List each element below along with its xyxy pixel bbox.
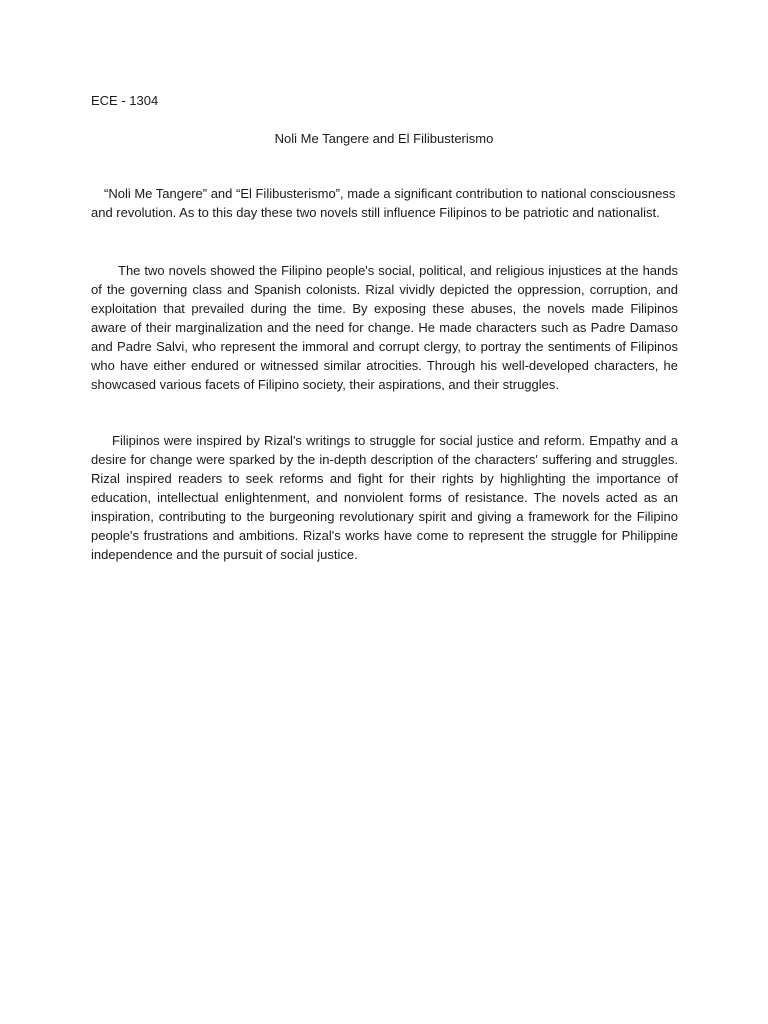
document-title: Noli Me Tangere and El Filibusterismo bbox=[274, 131, 494, 146]
course-code: ECE - 1304 bbox=[91, 93, 159, 108]
paragraph-2: The two novels showed the Filipino people's social, political, and religious injustices at the hands of the governing class and Spanish colonists. Rizal vividly depicted the oppression, corruption, and exploitation that prevailed during the time. By exposing these abuses, the novels made Filipinos aware of their marginalization and the need for change. He made characters such as Padre Damaso and Padre Salvi, who represent the immoral and corrupt clergy, to portray the sentiments of Filipinos who have either endured or witnessed similar atrocities. Through his well-developed characters, he showcased various facets of Filipino society, their aspirations, and their struggles. bbox=[91, 263, 678, 392]
paragraph-3: Filipinos were inspired by Rizal's writings to struggle for social justice and reform. Empathy and a desire for change were sparked by the in-depth description of the characters' suffering and struggles. Rizal inspired readers to seek reforms and fight for their rights by highlighting the importance of education, intellectual enlightenment, and nonviolent forms of resistance. The novels acted as an inspiration, contributing to the burgeoning revolutionary spirit and giving a framework for the Filipino people's frustrations and ambitions. Rizal's works have come to represent the struggle for Philippine independence and the pursuit of social justice. bbox=[91, 433, 678, 562]
paragraph-1: “Noli Me Tangere” and “El Filibusterismo”, made a significant contribution to national consciousness and revolution. As to this day these two novels still influence Filipinos to be patriotic and nationalist. bbox=[91, 186, 676, 220]
